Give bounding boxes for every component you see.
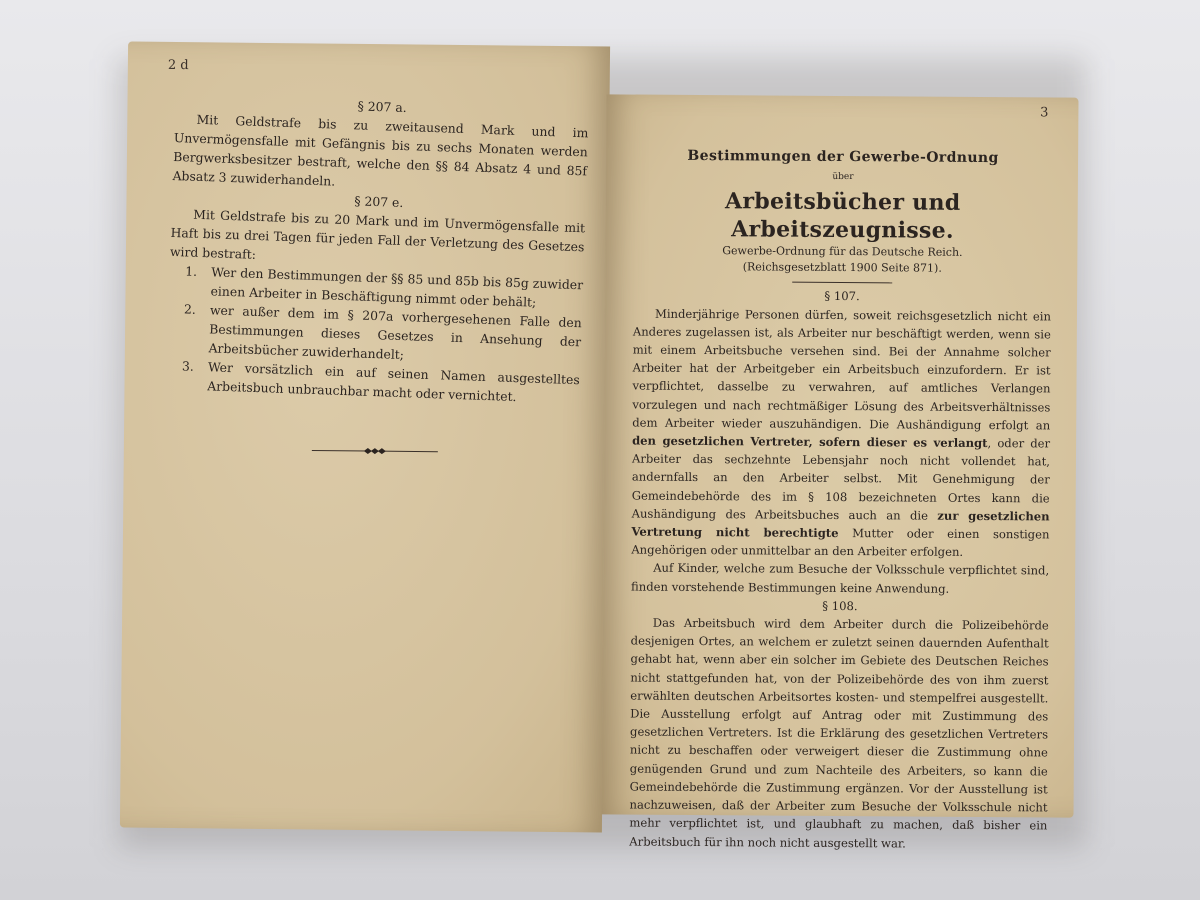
bold-text-run: zur gesetzlichen Vertretung nicht berechtigte [631, 508, 1050, 541]
paragraph-108: Das Arbeitsbuch wird dem Arbeiter durch die Polizeibehörde desjenigen Ortes, an welchem er zuletzt seinen dauernden Aufenthalt gehabt hat, wenn aber ein solcher im Gebiete des Deutschen Reiches nicht stattgefunden hat, von der Polizeibehörde des von ihm zuerst erwählten deutschen Arbeitsortes kosten- und stempelfrei ausgestellt. Die Ausstellung erfolgt auf Antrag oder mit Zustimmung des gesetzlichen Vertreters. Ist die Erklärung des gesetzlichen Vertreters nicht zu beschaffen oder verweigert dieser die Zustimmung ohne genügenden Grund und zum Nachteile des Arbeiters, so kann die Gemeindebehörde die Zustimmung ergänzen. Vor der Ausstellung ist nachzuweisen, daß der Arbeiter zum Besuche der Volksschule nicht mehr verpflichtet ist, und glaubhaft zu machen, daß bisher ein Arbeitsbuch für ihn noch nicht ausgestellt war. [629, 615, 1049, 850]
section-108-heading: § 108. [822, 598, 858, 613]
section-107-heading: § 107. [824, 289, 860, 304]
bold-text-run: den gesetzlichen Vertreter, sofern dieser es verlangt [632, 433, 988, 451]
right-page-number: 3 [1040, 105, 1049, 121]
right-page-content [629, 147, 1052, 854]
title-line-1: Bestimmungen der Gewerbe-Ordnung [687, 147, 999, 167]
paragraph-107-1 [631, 304, 1051, 562]
list-item-text: Wer den Bestimmungen der §§ 85 und 85b bis 85g zuwider einen Arbeiter in Beschäftigung nimmt oder behält; [210, 264, 584, 310]
paragraph-207a: Mit Geldstrafe bis zu zweitausend Mark und im Unvermögensfalle mit Gefängnis bis zu sechs Monaten werden Bergwerksbesitzer bestraft, welche den §§ 84 Absatz 4 und 85f Absatz 3 zuwiderhandeln. [172, 111, 589, 189]
text-run: , oder der Arbeiter das sechzehnte Lebensjahr noch nicht vollendet hat, andernfalls an den Arbeiter selbst. Mit Genehmigung der Gemeindebehörde des im § 108 bezeichneten Ortes kann die Aushändigung des Arbeitsbuches auch an die [631, 436, 1051, 523]
list-item-number: 3. [181, 358, 195, 374]
left-page-content [165, 90, 589, 408]
title-rule [792, 282, 892, 284]
left-page-number: 2 d [167, 57, 189, 74]
right-page [601, 94, 1078, 850]
title-ueber: über [832, 172, 854, 183]
section-207e-heading: § 207 e. [354, 193, 404, 211]
section-207a-heading: § 207 a. [357, 98, 407, 116]
list-item-number: 2. [183, 301, 197, 317]
list-item-text: wer außer dem im § 207a vorhergesehenen Falle den Bestimmungen dieses Gesetzes in Ansehung der Arbeitsbücher zuwiderhandelt; [208, 302, 583, 363]
paragraph-107-2: Auf Kinder, welche zum Besuche der Volksschule verpflichtet sind, finden vorstehende Bestimmungen keine Anwendung. [631, 561, 1050, 596]
paragraph-207e: Mit Geldstrafe bis zu 20 Mark und im Unvermögensfalle mit Haft bis zu drei Tagen für jeden Fall der Verletzung des Gesetzes wird bestraft: [169, 206, 586, 262]
left-page [120, 41, 610, 832]
ornament-divider [312, 445, 438, 456]
text-run: Minderjährige Personen dürfen, soweit reichsgesetzlich nicht ein Anderes zugelassen ist, als Arbeiter nur beschäftigt werden, wenn sie mit einem Arbeitsbuche versehen sind. Bei der Annahme solcher Arbeiter hat der Arbeitgeber ein Arbeitsbuch einzufordern. Er ist verpflichtet, dasselbe zu verwahren, auf amtliches Verlangen vorzulegen und nach rechtmäßiger Lösung des Arbeitsverhältnisses dem Arbeiter wieder auszuhändigen. Die Aushändigung erfolgt an [632, 306, 1052, 433]
text-run: Mutter oder einen sonstigen Angehörigen oder unmittelbar an den Arbeiter erfolgen. [631, 526, 1050, 560]
subtitle-2: (Reichsgesetzblatt 1900 Seite 871). [742, 260, 942, 276]
list-item-text: Wer vorsätzlich ein auf seinen Namen ausgestelltes Arbeitsbuch unbrauchbar macht oder vernichtet. [207, 359, 581, 405]
penalty-list [165, 261, 583, 408]
main-title: Arbeitsbücher und Arbeitszeugnisse. [724, 188, 961, 245]
list-item-number: 1. [185, 263, 198, 279]
subtitle-1: Gewerbe-Ordnung für das Deutsche Reich. [722, 244, 963, 260]
